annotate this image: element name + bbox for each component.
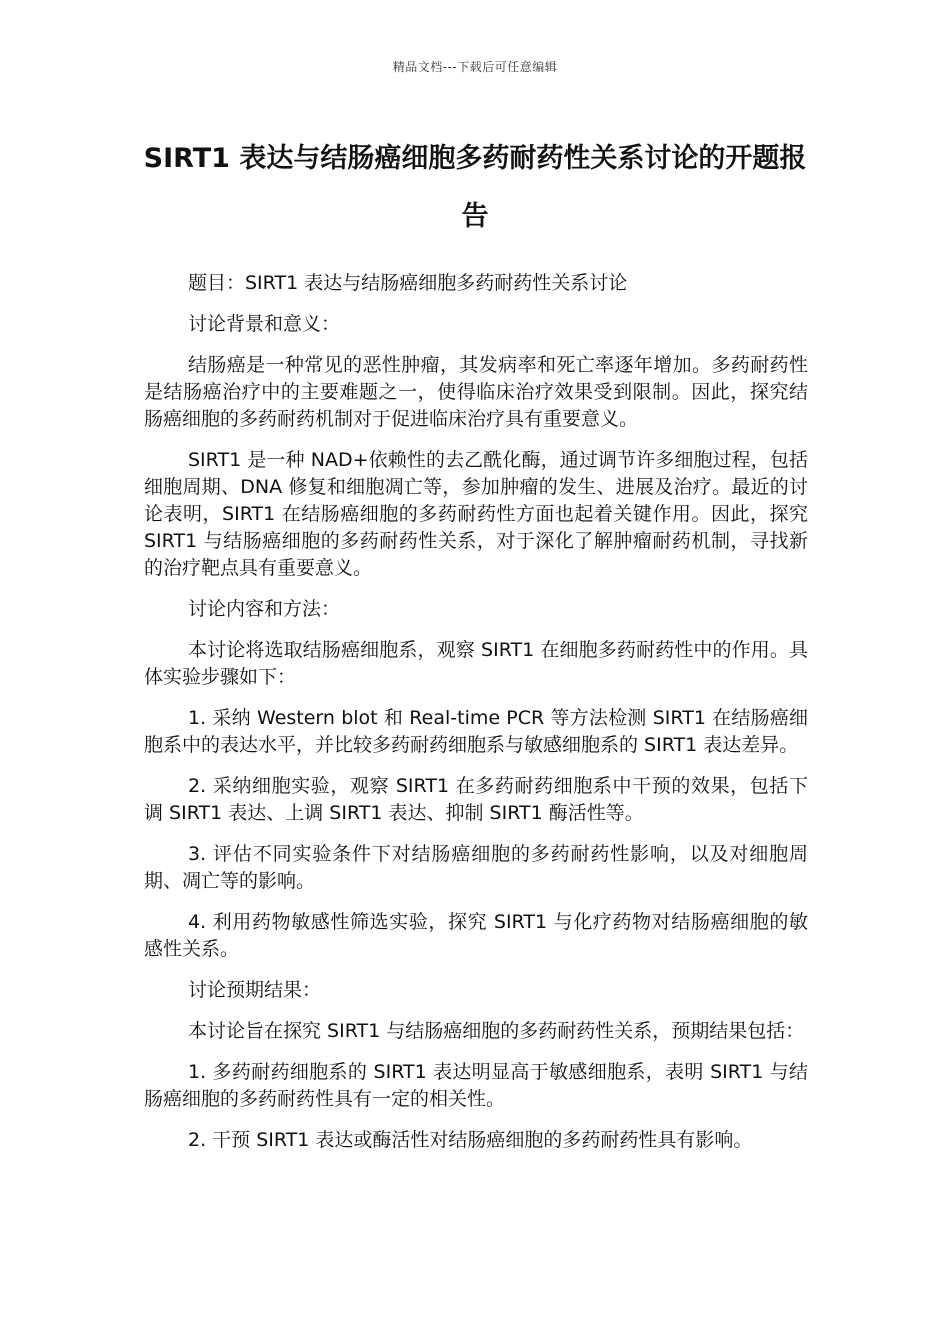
topic-line: 题目：SIRT1 表达与结肠癌细胞多药耐药性关系讨论	[188, 272, 628, 294]
paragraph-results-intro: 本讨论旨在探究 SIRT1 与结肠癌细胞的多药耐药性关系，预期结果包括：	[188, 1020, 805, 1042]
paragraph-background-1: 结肠癌是一种常见的恶性肿瘤，其发病率和死亡率逐年增加。多药耐药性是结肠癌治疗中的主要难题之一，使得临床治疗效果受到限制。因此，探究结肠癌细胞的多药耐药机制对于促进临床治疗具有重要意义。	[144, 354, 808, 430]
header-note: 精品文档---下载后可任意编辑	[392, 60, 558, 74]
expected-result-1: 1. 多药耐药细胞系的 SIRT1 表达明显高于敏感细胞系，表明 SIRT1 与结肠癌细胞的多药耐药性具有一定的相关性。	[144, 1061, 808, 1110]
method-step-2: 2. 采纳细胞实验，观察 SIRT1 在多药耐药细胞系中干预的效果，包括下调 SIRT1 表达、上调 SIRT1 表达、抑制 SIRT1 酶活性等。	[144, 775, 808, 824]
document-title: SIRT1 表达与结肠癌细胞多药耐药性关系讨论的开题报告	[143, 143, 807, 232]
section-heading-methods: 讨论内容和方法：	[188, 598, 341, 620]
method-step-3: 3. 评估不同实验条件下对结肠癌细胞的多药耐药性影响，以及对细胞周期、凋亡等的影响。	[144, 843, 808, 892]
paragraph-methods-intro: 本讨论将选取结肠癌细胞系，观察 SIRT1 在细胞多药耐药性中的作用。具体实验步骤如下：	[144, 639, 808, 688]
method-step-4: 4. 利用药物敏感性筛选实验，探究 SIRT1 与化疗药物对结肠癌细胞的敏感性关系。	[144, 911, 808, 960]
section-heading-results: 讨论预期结果：	[188, 979, 322, 1001]
method-step-1: 1. 采纳 Western blot 和 Real-time PCR 等方法检测 SIRT1 在结肠癌细胞系中的表达水平，并比较多药耐药细胞系与敏感细胞系的 SIRT1 表达差异。	[144, 707, 808, 756]
paragraph-background-2: SIRT1 是一种 NAD+依赖性的去乙酰化酶，通过调节许多细胞过程，包括细胞周期、DNA 修复和细胞凋亡等，参加肿瘤的发生、进展及治疗。最近的讨论表明，SIRT1 在结肠癌细胞的多药耐药性方面也起着关键作用。因此，探究 SIRT1 与结肠癌细胞的多药耐药性关系，对于深化了解肿瘤耐药机制，寻找新的治疗靶点具有重要意义。	[144, 449, 808, 579]
section-heading-background: 讨论背景和意义：	[188, 313, 341, 335]
document-body	[144, 270, 808, 1168]
expected-result-2: 2. 干预 SIRT1 表达或酶活性对结肠癌细胞的多药耐药性具有影响。	[188, 1129, 753, 1151]
